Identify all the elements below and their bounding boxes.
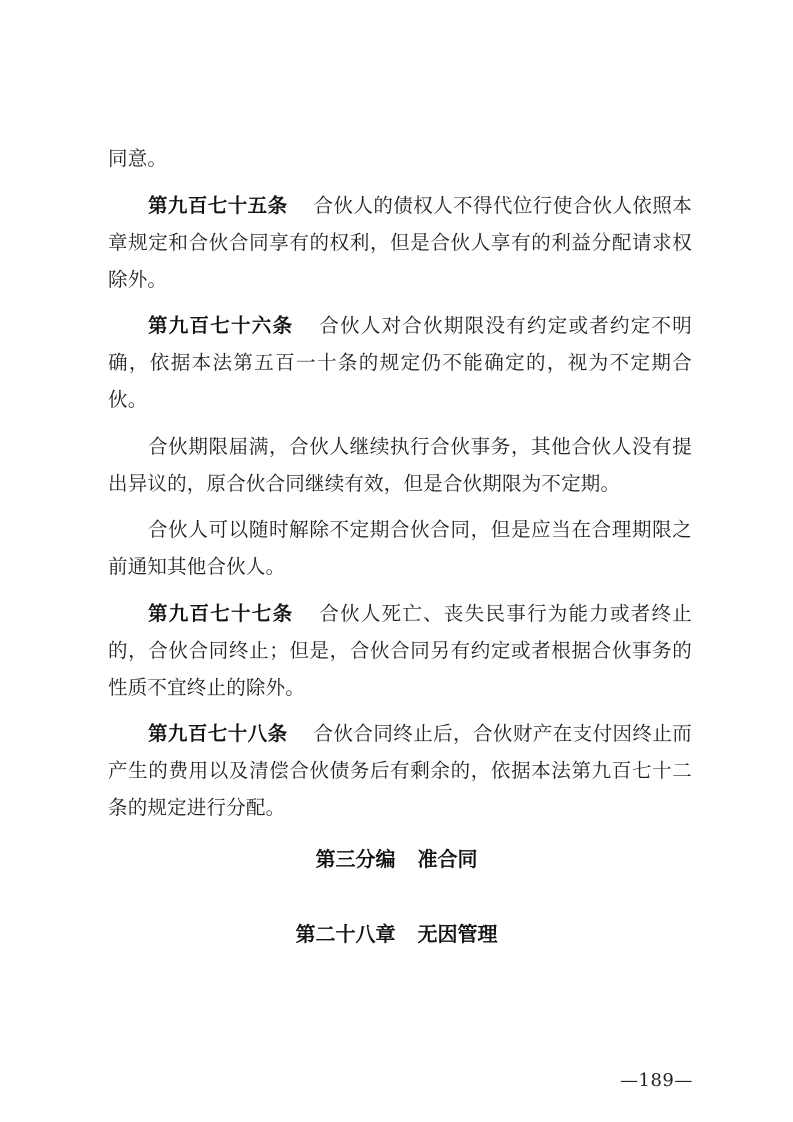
article-978-number: 第九百七十八条 bbox=[148, 722, 288, 745]
article-976 bbox=[108, 307, 692, 418]
article-976-paragraph-3 bbox=[108, 511, 692, 585]
part-heading-number: 第三分编 bbox=[315, 847, 396, 871]
article-976-paragraph-2 bbox=[108, 428, 692, 502]
article-977-text: 合伙人死亡、丧失民事行为能力或者终止的，合伙合同终止；但是，合伙合同另有约定或者根据合伙事务的性质不宜终止的除外。 bbox=[108, 601, 692, 699]
article-976-paragraph-3-text: 合伙人可以随时解除不定期合伙合同，但是应当在合理期限之前通知其他合伙人。 bbox=[108, 518, 692, 578]
chapter-heading bbox=[0, 918, 793, 947]
article-976-text: 合伙人对合伙期限没有约定或者约定不明确，依据本法第五百一十条的规定仍不能确定的，视为不定期合伙。 bbox=[108, 314, 692, 411]
article-977 bbox=[108, 595, 692, 706]
article-977-number: 第九百七十七条 bbox=[148, 601, 294, 625]
paragraph-continuation bbox=[108, 140, 692, 177]
article-976-paragraph-2-text: 合伙期限届满，合伙人继续执行合伙事务，其他合伙人没有提出异议的，原合伙合同继续有效，但是合伙期限为不定期。 bbox=[108, 434, 692, 495]
continuation-text: 同意。 bbox=[108, 147, 168, 170]
article-978-text: 合伙合同终止后，合伙财产在支付因终止而产生的费用以及清偿合伙债务后有剩余的，依据本法第九百七十二条的规定进行分配。 bbox=[108, 722, 692, 819]
part-heading-title: 准合同 bbox=[417, 847, 478, 871]
chapter-heading-title: 无因管理 bbox=[417, 922, 498, 946]
article-975 bbox=[108, 187, 692, 298]
article-976-number: 第九百七十六条 bbox=[148, 314, 294, 337]
body-text bbox=[108, 140, 692, 836]
page-number: —189— bbox=[620, 1070, 693, 1091]
article-975-number: 第九百七十五条 bbox=[148, 193, 288, 217]
chapter-heading-number: 第二十八章 bbox=[295, 922, 396, 946]
article-978 bbox=[108, 715, 692, 826]
article-975-text: 合伙人的债权人不得代位行使合伙人依照本章规定和合伙合同享有的权利，但是合伙人享有的利益分配请求权除外。 bbox=[108, 193, 692, 291]
part-heading bbox=[0, 843, 793, 872]
